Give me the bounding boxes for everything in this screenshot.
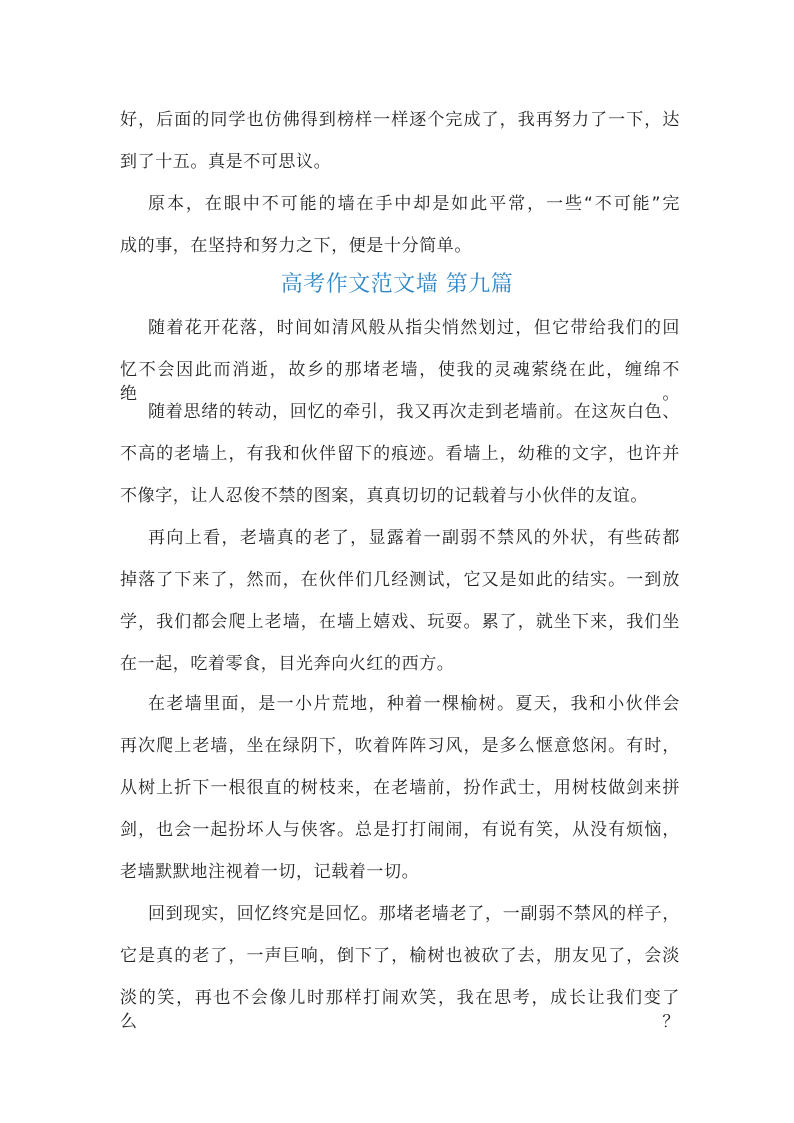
paragraph-line: 不像字，让人忍俊不禁的图案，真真切切的记载着与小伙伴的友谊。: [120, 486, 648, 506]
paragraph-line: 再向上看，老墙真的老了，显露着一副弱不禁风的外状，有些砖都: [148, 528, 680, 548]
paragraph-line: 掉落了下来了，然而，在伙伴们几经测试，它又是如此的结实。一到放: [120, 570, 680, 590]
paragraph-line: 忆不会因此而消逝，故乡的那堵老墙，使我的灵魂萦绕在此，缠绵不绝。: [120, 360, 680, 404]
paragraph-line: 学，我们都会爬上老墙，在墙上嬉戏、玩耍。累了，就坐下来，我们坐: [120, 612, 680, 632]
paragraph-line: 剑，也会一起扮坏人与侠客。总是打打闹闹，有说有笑，从没有烦恼，: [120, 820, 680, 840]
paragraph-line: 成的事，在坚持和努力之下，便是十分简单。: [120, 236, 472, 256]
paragraph-line: 在老墙里面，是一小片荒地，种着一棵榆树。夏天，我和小伙伴会: [148, 694, 680, 714]
paragraph-line: 老墙默默地注视着一切，记载着一切。: [120, 862, 420, 882]
paragraph-line: 从树上折下一根很直的树枝来，在老墙前，扮作武士，用树枝做剑来拼: [120, 778, 680, 798]
paragraph-line: 原本，在眼中不可能的墙在手中却是如此平常，一些“不可能”完: [148, 194, 680, 214]
paragraph-line: 在一起，吃着零食，目光奔向火红的西方。: [120, 654, 455, 674]
paragraph-line: 到了十五。真是不可思议。: [120, 152, 332, 172]
paragraph-line: 淡的笑，再也不会像儿时那样打闹欢笑，我在思考，成长让我们变了么？: [120, 988, 680, 1032]
paragraph-line: 回到现实，回忆终究是回忆。那堵老墙老了，一副弱不禁风的样子，: [148, 904, 680, 924]
paragraph-line: 再次爬上老墙，坐在绿阴下，吹着阵阵习风，是多么惬意悠闲。有时，: [120, 736, 680, 756]
paragraph-line: 它是真的老了，一声巨响，倒下了，榆树也被砍了去，朋友见了，会淡: [120, 946, 680, 966]
paragraph-line: 好，后面的同学也仿佛得到榜样一样逐个完成了，我再努力了一下，达: [120, 110, 680, 130]
paragraph-line: 不高的老墙上，有我和伙伴留下的痕迹。看墙上，幼稚的文字，也许并: [120, 444, 680, 464]
paragraph-line: 随着思绪的转动，回忆的牵引，我又再次走到老墙前。在这灰白色、: [148, 402, 680, 422]
section-heading: 高考作文范文墙 第九篇: [280, 272, 514, 297]
paragraph-line: 随着花开花落，时间如清风般从指尖悄然划过，但它带给我们的回: [148, 318, 680, 338]
